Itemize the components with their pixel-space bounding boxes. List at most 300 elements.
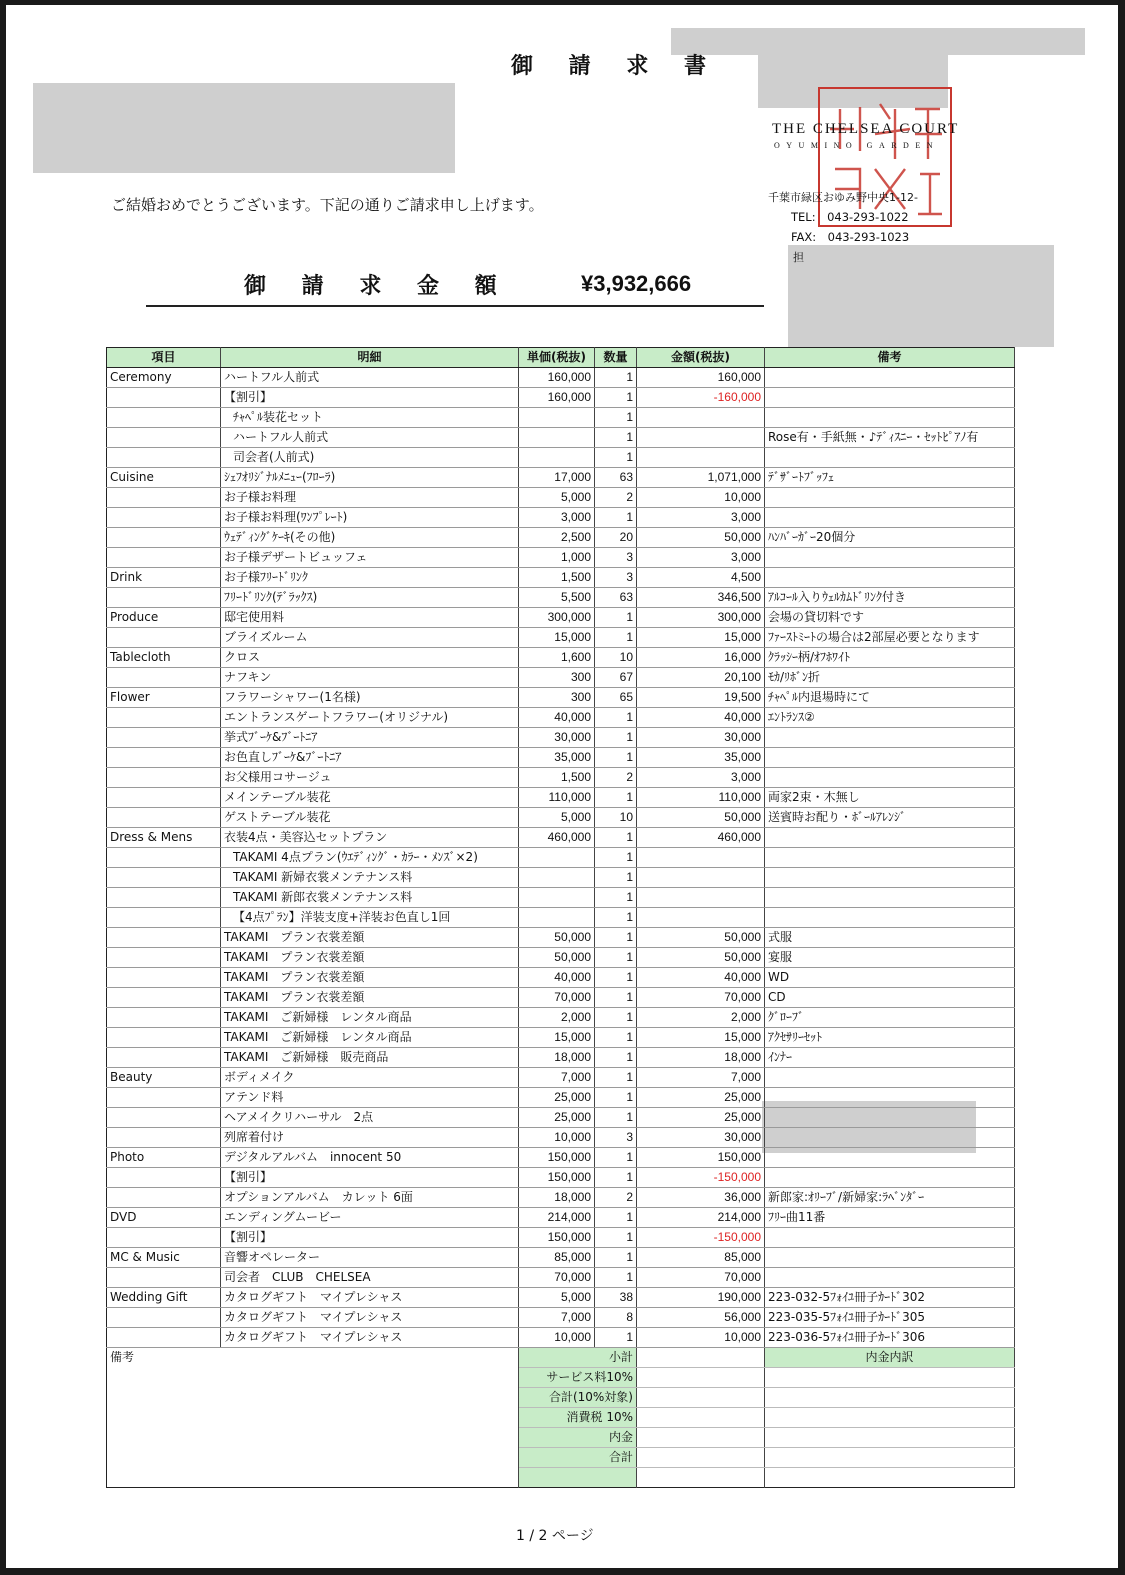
header-quantity: 数量	[595, 348, 637, 368]
invoice-page	[6, 5, 1118, 1568]
row-amount: 19,500	[637, 688, 765, 708]
row-remarks	[765, 488, 1015, 508]
row-category	[107, 748, 221, 768]
row-amount: 1,071,000	[637, 468, 765, 488]
row-item: ブライズルーム	[221, 628, 519, 648]
row-category	[107, 428, 221, 448]
table-row	[107, 508, 1015, 528]
row-quantity: 1	[595, 1168, 637, 1188]
row-remarks	[765, 548, 1015, 568]
table-row	[107, 1068, 1015, 1088]
redacted-block-customer	[33, 83, 455, 173]
table-row	[107, 608, 1015, 628]
row-unit-price: 5,000	[519, 808, 595, 828]
row-unit-price: 460,000	[519, 828, 595, 848]
row-category	[107, 1008, 221, 1028]
row-category	[107, 888, 221, 908]
row-category	[107, 1268, 221, 1288]
table-row	[107, 628, 1015, 648]
row-remarks: 223-032-5ﾌｫｲﾕ冊子ｶｰﾄﾞ302	[765, 1288, 1015, 1308]
table-row	[107, 568, 1015, 588]
row-remarks: ﾃﾞｻﾞｰﾄﾌﾞｯﾌｪ	[765, 468, 1015, 488]
row-amount: 15,000	[637, 628, 765, 648]
row-category: MC & Music	[107, 1248, 221, 1268]
row-remarks: ﾁｬﾍﾟﾙ内退場時にて	[765, 688, 1015, 708]
row-item: TAKAMI 新婦衣裳メンテナンス料	[221, 868, 519, 888]
row-item: 司会者(人前式)	[221, 448, 519, 468]
row-amount: 3,000	[637, 548, 765, 568]
row-item: ハートフル人前式	[221, 428, 519, 448]
row-category	[107, 408, 221, 428]
row-category	[107, 1188, 221, 1208]
row-category: Dress & Mens	[107, 828, 221, 848]
table-row	[107, 848, 1015, 868]
row-quantity: 67	[595, 668, 637, 688]
row-item: エンディングムービー	[221, 1208, 519, 1228]
row-unit-price: 10,000	[519, 1128, 595, 1148]
row-amount: 300,000	[637, 608, 765, 628]
row-item: オプションアルバム カレット 6面	[221, 1188, 519, 1208]
row-remarks: 式服	[765, 928, 1015, 948]
row-remarks	[765, 1128, 1015, 1148]
row-remarks: ｱﾙｺｰﾙ入りｳｪﾙｶﾑﾄﾞﾘﾝｸ付き	[765, 588, 1015, 608]
table-row	[107, 908, 1015, 928]
summary-value-cell	[637, 1428, 765, 1448]
table-row	[107, 988, 1015, 1008]
table-row	[107, 368, 1015, 388]
row-remarks: ｸﾗｯｼｰ柄/ｵﾌﾎﾜｲﾄ	[765, 648, 1015, 668]
table-row	[107, 1088, 1015, 1108]
row-unit-price	[519, 448, 595, 468]
row-category: Drink	[107, 568, 221, 588]
row-unit-price: 7,000	[519, 1068, 595, 1088]
row-remarks	[765, 408, 1015, 428]
row-remarks: 会場の貸切料です	[765, 608, 1015, 628]
table-row	[107, 888, 1015, 908]
table-row	[107, 1028, 1015, 1048]
row-amount	[637, 868, 765, 888]
row-unit-price: 1,500	[519, 568, 595, 588]
row-item: 【割引】	[221, 1168, 519, 1188]
table-row	[107, 488, 1015, 508]
row-category	[107, 668, 221, 688]
row-amount: 50,000	[637, 808, 765, 828]
row-item: 衣装4点・美容込セットプラン	[221, 828, 519, 848]
row-item: 音響オペレーター	[221, 1248, 519, 1268]
row-category	[107, 548, 221, 568]
row-amount: -150,000	[637, 1228, 765, 1248]
table-row	[107, 868, 1015, 888]
row-unit-price: 17,000	[519, 468, 595, 488]
row-amount: 190,000	[637, 1288, 765, 1308]
row-quantity: 1	[595, 1008, 637, 1028]
row-category	[107, 448, 221, 468]
row-category	[107, 1228, 221, 1248]
amount-underline	[146, 305, 764, 307]
row-unit-price: 50,000	[519, 948, 595, 968]
row-quantity: 3	[595, 548, 637, 568]
summary-table	[106, 1348, 1015, 1488]
row-category	[107, 928, 221, 948]
row-remarks	[765, 828, 1015, 848]
row-category	[107, 728, 221, 748]
row-remarks	[765, 868, 1015, 888]
row-quantity: 2	[595, 488, 637, 508]
deposit-cell	[765, 1388, 1015, 1408]
row-remarks: ﾓｶ/ﾘﾎﾞﾝ折	[765, 668, 1015, 688]
row-category	[107, 528, 221, 548]
row-amount: 3,000	[637, 768, 765, 788]
row-category	[107, 628, 221, 648]
table-row	[107, 1308, 1015, 1328]
row-item: 【4点ﾌﾟﾗﾝ】洋装支度+洋装お色直し1回	[221, 908, 519, 928]
row-quantity: 1	[595, 868, 637, 888]
row-amount: 40,000	[637, 708, 765, 728]
row-quantity: 1	[595, 1108, 637, 1128]
row-quantity: 3	[595, 1128, 637, 1148]
row-unit-price: 40,000	[519, 968, 595, 988]
summary-spacer	[519, 1468, 637, 1488]
row-amount: 346,500	[637, 588, 765, 608]
row-remarks	[765, 1108, 1015, 1128]
row-item: TAKAMI ご新婦様 レンタル商品	[221, 1028, 519, 1048]
row-amount: 50,000	[637, 948, 765, 968]
row-quantity: 1	[595, 428, 637, 448]
redacted-block-contact	[788, 245, 1054, 347]
row-category: Beauty	[107, 1068, 221, 1088]
table-row	[107, 1008, 1015, 1028]
row-amount: 460,000	[637, 828, 765, 848]
row-item: TAKAMI プラン衣裳差額	[221, 988, 519, 1008]
row-item: ゲストテーブル装花	[221, 808, 519, 828]
table-row	[107, 1048, 1015, 1068]
row-remarks: 223-035-5ﾌｫｲﾕ冊子ｶｰﾄﾞ305	[765, 1308, 1015, 1328]
table-row	[107, 588, 1015, 608]
row-remarks	[765, 768, 1015, 788]
row-amount: 3,000	[637, 508, 765, 528]
row-item: ﾌﾘｰﾄﾞﾘﾝｸ(ﾃﾞﾗｯｸｽ)	[221, 588, 519, 608]
row-unit-price: 5,500	[519, 588, 595, 608]
row-quantity: 1	[595, 1328, 637, 1348]
row-category	[107, 1308, 221, 1328]
row-quantity: 1	[595, 1228, 637, 1248]
row-unit-price: 1,000	[519, 548, 595, 568]
amount-value: ¥3,932,666	[581, 271, 692, 296]
row-quantity: 8	[595, 1308, 637, 1328]
row-unit-price: 50,000	[519, 928, 595, 948]
row-quantity: 1	[595, 968, 637, 988]
header-remarks: 備考	[765, 348, 1015, 368]
table-row	[107, 728, 1015, 748]
company-subname: OYUMINO GARDEN	[774, 141, 939, 150]
row-remarks	[765, 1248, 1015, 1268]
row-amount: 4,500	[637, 568, 765, 588]
row-quantity: 1	[595, 508, 637, 528]
row-unit-price	[519, 428, 595, 448]
table-row	[107, 708, 1015, 728]
row-unit-price: 300	[519, 668, 595, 688]
row-amount: 18,000	[637, 1048, 765, 1068]
row-remarks: ﾌｧｰｽﾄﾐｰﾄの場合は2部屋必要となります	[765, 628, 1015, 648]
summary-row	[107, 1348, 1015, 1368]
row-item: クロス	[221, 648, 519, 668]
row-item: お子様ﾌﾘｰﾄﾞﾘﾝｸ	[221, 568, 519, 588]
row-amount: 50,000	[637, 928, 765, 948]
summary-value-cell	[637, 1468, 765, 1488]
table-row	[107, 808, 1015, 828]
row-category	[107, 848, 221, 868]
row-remarks: ｴﾝﾄﾗﾝｽ②	[765, 708, 1015, 728]
company-address: 千葉市緑区おゆみ野中央1-12-	[768, 191, 918, 204]
row-item: ｳｪﾃﾞｨﾝｸﾞｹｰｷ(その他)	[221, 528, 519, 548]
deposit-cell	[765, 1448, 1015, 1468]
row-category: Flower	[107, 688, 221, 708]
table-row	[107, 688, 1015, 708]
table-row	[107, 1248, 1015, 1268]
amount-label: 御 請 求 金 額	[244, 274, 511, 299]
summary-subtotal-label: 小計	[519, 1348, 637, 1368]
row-amount	[637, 408, 765, 428]
header-category: 項目	[107, 348, 221, 368]
row-unit-price: 25,000	[519, 1088, 595, 1108]
row-amount: 70,000	[637, 1268, 765, 1288]
row-unit-price: 5,000	[519, 488, 595, 508]
row-quantity: 1	[595, 1208, 637, 1228]
row-amount: 25,000	[637, 1108, 765, 1128]
row-item: カタログギフト マイプレシャス	[221, 1288, 519, 1308]
row-unit-price: 10,000	[519, 1328, 595, 1348]
row-item: フラワーシャワー(1名様)	[221, 688, 519, 708]
row-item: TAKAMI ご新婦様 販売商品	[221, 1048, 519, 1068]
row-unit-price	[519, 408, 595, 428]
table-row	[107, 468, 1015, 488]
row-quantity: 65	[595, 688, 637, 708]
row-remarks	[765, 1228, 1015, 1248]
row-remarks	[765, 368, 1015, 388]
row-amount: 50,000	[637, 528, 765, 548]
row-remarks	[765, 1168, 1015, 1188]
row-item: ボディメイク	[221, 1068, 519, 1088]
row-unit-price: 7,000	[519, 1308, 595, 1328]
row-item: TAKAMI ご新婦様 レンタル商品	[221, 1008, 519, 1028]
table-row	[107, 668, 1015, 688]
row-remarks	[765, 1068, 1015, 1088]
summary-value-cell	[637, 1388, 765, 1408]
row-amount: 150,000	[637, 1148, 765, 1168]
row-item: 邸宅使用料	[221, 608, 519, 628]
company-fax: FAX: 043-293-1023	[791, 230, 910, 244]
row-amount	[637, 848, 765, 868]
row-item: 司会者 CLUB CHELSEA	[221, 1268, 519, 1288]
invoice-table	[106, 347, 1015, 1348]
row-amount: 10,000	[637, 488, 765, 508]
row-amount: 40,000	[637, 968, 765, 988]
row-category	[107, 908, 221, 928]
row-amount: 85,000	[637, 1248, 765, 1268]
row-amount: 70,000	[637, 988, 765, 1008]
row-unit-price: 5,000	[519, 1288, 595, 1308]
row-unit-price: 40,000	[519, 708, 595, 728]
row-category	[107, 768, 221, 788]
row-item: TAKAMI プラン衣裳差額	[221, 948, 519, 968]
row-remarks	[765, 1268, 1015, 1288]
row-item: エントランスゲートフラワー(オリジナル)	[221, 708, 519, 728]
row-item: カタログギフト マイプレシャス	[221, 1308, 519, 1328]
table-header-row	[107, 348, 1015, 368]
row-category: Wedding Gift	[107, 1288, 221, 1308]
row-item: ｼｪﾌｵﾘｼﾞﾅﾙﾒﾆｭｰ(ﾌﾛｰﾗ)	[221, 468, 519, 488]
table-row	[107, 1128, 1015, 1148]
row-remarks: ｲﾝﾅｰ	[765, 1048, 1015, 1068]
table-row	[107, 1288, 1015, 1308]
row-unit-price: 3,000	[519, 508, 595, 528]
row-unit-price: 1,600	[519, 648, 595, 668]
row-item: TAKAMI プラン衣裳差額	[221, 968, 519, 988]
row-remarks	[765, 1088, 1015, 1108]
row-quantity: 1	[595, 788, 637, 808]
table-row	[107, 948, 1015, 968]
row-item: TAKAMI プラン衣裳差額	[221, 928, 519, 948]
row-unit-price: 110,000	[519, 788, 595, 808]
row-remarks	[765, 908, 1015, 928]
row-remarks	[765, 568, 1015, 588]
row-unit-price: 70,000	[519, 1268, 595, 1288]
table-row	[107, 528, 1015, 548]
row-unit-price	[519, 848, 595, 868]
row-amount: 2,000	[637, 1008, 765, 1028]
row-quantity: 1	[595, 448, 637, 468]
row-amount: 30,000	[637, 1128, 765, 1148]
table-row	[107, 448, 1015, 468]
row-quantity: 63	[595, 468, 637, 488]
company-name: THE CHELSEA COURT	[772, 121, 960, 137]
row-quantity: 3	[595, 568, 637, 588]
row-unit-price: 300,000	[519, 608, 595, 628]
row-remarks: 送賓時お配り・ﾎﾞｰﾙｱﾚﾝｼﾞ	[765, 808, 1015, 828]
table-row	[107, 1148, 1015, 1168]
row-quantity: 1	[595, 928, 637, 948]
row-item: TAKAMI 4点プラン(ｳｴﾃﾞｨﾝｸﾞ・ｶﾗｰ・ﾒﾝｽﾞ×2)	[221, 848, 519, 868]
row-amount: 20,100	[637, 668, 765, 688]
row-quantity: 1	[595, 608, 637, 628]
row-remarks: WD	[765, 968, 1015, 988]
row-category: Produce	[107, 608, 221, 628]
row-quantity: 1	[595, 388, 637, 408]
table-row	[107, 648, 1015, 668]
row-item: ナフキン	[221, 668, 519, 688]
row-amount: 36,000	[637, 1188, 765, 1208]
row-quantity: 10	[595, 648, 637, 668]
header-item: 明細	[221, 348, 519, 368]
table-row	[107, 1328, 1015, 1348]
row-amount: 160,000	[637, 368, 765, 388]
table-row	[107, 1208, 1015, 1228]
row-unit-price: 150,000	[519, 1228, 595, 1248]
row-remarks: CD	[765, 988, 1015, 1008]
row-quantity: 20	[595, 528, 637, 548]
row-unit-price: 150,000	[519, 1148, 595, 1168]
table-row	[107, 1188, 1015, 1208]
row-unit-price: 1,500	[519, 768, 595, 788]
row-quantity: 1	[595, 728, 637, 748]
row-category: Tablecloth	[107, 648, 221, 668]
company-seal	[818, 87, 952, 227]
row-quantity: 1	[595, 1028, 637, 1048]
row-unit-price	[519, 868, 595, 888]
row-remarks	[765, 1148, 1015, 1168]
company-tel: TEL: 043-293-1022	[791, 210, 909, 224]
row-category	[107, 788, 221, 808]
row-remarks: ﾊﾝﾊﾞｰｶﾞｰ20個分	[765, 528, 1015, 548]
row-category: Ceremony	[107, 368, 221, 388]
row-category	[107, 808, 221, 828]
row-remarks: ｱｸｾｻﾘｰｾｯﾄ	[765, 1028, 1015, 1048]
row-amount: 16,000	[637, 648, 765, 668]
row-remarks: 新郎家:ｵﾘｰﾌﾞ/新婦家:ﾗﾍﾞﾝﾀﾞｰ	[765, 1188, 1015, 1208]
row-category: Cuisine	[107, 468, 221, 488]
table-row	[107, 1108, 1015, 1128]
table-row	[107, 428, 1015, 448]
row-category	[107, 988, 221, 1008]
row-item: ハートフル人前式	[221, 368, 519, 388]
row-quantity: 1	[595, 1068, 637, 1088]
greeting-text: ご結婚おめでとうございます。下記の通りご請求申し上げます。	[111, 196, 544, 214]
deposit-cell	[765, 1428, 1015, 1448]
row-quantity: 1	[595, 848, 637, 868]
row-unit-price	[519, 888, 595, 908]
row-item: 列席着付け	[221, 1128, 519, 1148]
row-quantity: 63	[595, 588, 637, 608]
table-row	[107, 1168, 1015, 1188]
row-amount: 15,000	[637, 1028, 765, 1048]
row-category	[107, 1088, 221, 1108]
row-unit-price: 25,000	[519, 1108, 595, 1128]
row-item: カタログギフト マイプレシャス	[221, 1328, 519, 1348]
row-quantity: 1	[595, 1088, 637, 1108]
row-amount: -150,000	[637, 1168, 765, 1188]
row-item: 【割引】	[221, 388, 519, 408]
row-unit-price: 18,000	[519, 1048, 595, 1068]
summary-total-taxable-label: 合計(10%対象)	[519, 1388, 637, 1408]
row-remarks: 両家2束・木無し	[765, 788, 1015, 808]
row-quantity: 1	[595, 748, 637, 768]
row-item: 挙式ﾌﾞｰｹ&ﾌﾞｰﾄﾆｱ	[221, 728, 519, 748]
row-amount	[637, 908, 765, 928]
row-category	[107, 1168, 221, 1188]
summary-value-cell	[637, 1348, 765, 1368]
row-category: Photo	[107, 1148, 221, 1168]
row-unit-price: 160,000	[519, 388, 595, 408]
summary-value-cell	[637, 1408, 765, 1428]
row-unit-price: 15,000	[519, 628, 595, 648]
row-unit-price: 85,000	[519, 1248, 595, 1268]
document-title: 御 請 求 書	[511, 54, 720, 79]
table-row	[107, 828, 1015, 848]
row-unit-price: 2,500	[519, 528, 595, 548]
row-item: お色直しﾌﾞｰｹ&ﾌﾞｰﾄﾆｱ	[221, 748, 519, 768]
row-unit-price: 300	[519, 688, 595, 708]
summary-service-label: サービス料10%	[519, 1368, 637, 1388]
row-item: TAKAMI 新郎衣裳メンテナンス料	[221, 888, 519, 908]
row-quantity: 1	[595, 988, 637, 1008]
row-remarks	[765, 388, 1015, 408]
row-quantity: 1	[595, 828, 637, 848]
row-remarks: Rose有・手紙無・♪ﾃﾞｨｽﾆｰ・ｾｯﾄﾋﾟｱﾉ有	[765, 428, 1015, 448]
row-unit-price: 160,000	[519, 368, 595, 388]
row-quantity: 1	[595, 368, 637, 388]
summary-grand-total-label: 合計	[519, 1448, 637, 1468]
row-remarks: 223-036-5ﾌｫｲﾕ冊子ｶｰﾄﾞ306	[765, 1328, 1015, 1348]
